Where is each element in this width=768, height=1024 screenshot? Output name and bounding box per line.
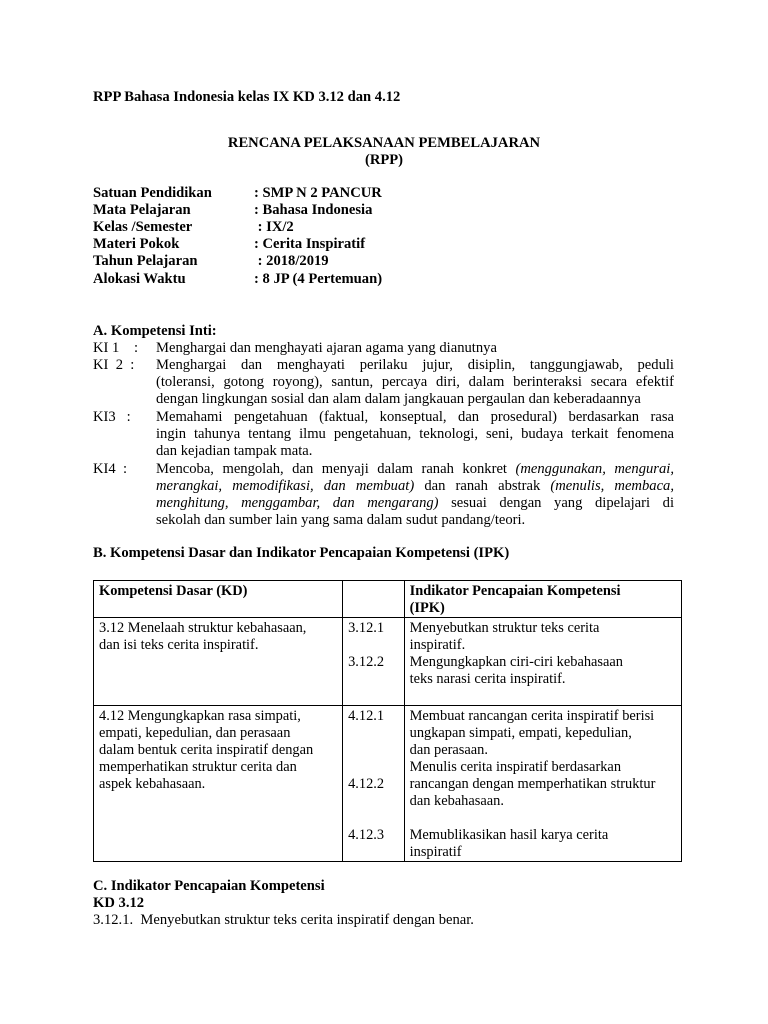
ki3-line: ingin tahunya tentang ilmu pengetahuan, teknologi, seni, budaya terkait fenomena <box>156 426 674 442</box>
ki4-italic: (menulis, membaca, <box>550 478 674 494</box>
ki4-line: sekolah dan sumber lain yang sama dalam sudut pandang/teori. <box>156 512 526 528</box>
identity-label: Materi Pokok <box>93 236 180 252</box>
ipk-cell: Menyebutkan struktur teks cerita inspiratif. Mengungkapkan ciri-ciri kebahasaan teks narasi cerita inspiratif. <box>404 618 681 706</box>
ki4-italic: menghitung, menggambar, dan mengarang) <box>156 495 439 511</box>
ki4-text: Mencoba, mengolah, dan menyaji dalam ranah konkret <box>156 461 516 477</box>
table-header-row <box>94 581 682 618</box>
code-cell: 3.12.1 3.12.2 <box>343 618 405 706</box>
ki1-label: KI 1 : <box>93 340 138 356</box>
ki4-label: KI4 : <box>93 461 128 477</box>
ki4-line <box>156 478 674 495</box>
ki2-line: dengan lingkungan sosial dan alam dalam jangkauan pergaulan dan keberadaannya <box>156 391 641 407</box>
indicator-item: 3.12.1. Menyebutkan struktur teks cerita inspiratif dengan benar. <box>93 912 474 928</box>
section-a-title: A. Kompetensi Inti: <box>93 323 217 339</box>
identity-value: : 8 JP (4 Pertemuan) <box>254 271 383 287</box>
ipk-cell: Membuat rancangan cerita inspiratif berisi ungkapan simpati, empati, kepedulian, dan perasaan. Menulis cerita inspiratif berdasarkan rancangan dengan memperhatikan struktur dan kebahasaan. Memublikasikan hasil karya cerita inspiratif <box>404 706 681 862</box>
kd-ipk-table <box>93 580 682 862</box>
ki1-text: Menghargai dan menghayati ajaran agama yang dianutnya <box>156 340 497 356</box>
code-cell: 4.12.1 4.12.2 4.12.3 <box>343 706 405 862</box>
identity-label: Satuan Pendidikan <box>93 185 212 201</box>
ki4-text: dan ranah abstrak <box>414 478 551 494</box>
ki4-italic: (menggunakan, mengurai, <box>515 461 674 477</box>
identity-label: Mata Pelajaran <box>93 202 191 218</box>
identity-label: Alokasi Waktu <box>93 271 186 287</box>
document-title: RPP Bahasa Indonesia kelas IX KD 3.12 dan 4.12 <box>93 89 401 105</box>
section-c-title: C. Indikator Pencapaian Kompetensi <box>93 878 325 894</box>
table-row <box>94 618 682 706</box>
ki4-text: sesuai dengan yang dipelajari di <box>438 495 674 511</box>
identity-value: : SMP N 2 PANCUR <box>254 185 382 201</box>
ki3-line: Memahami pengetahuan (faktual, konseptual, dan prosedural) berdasarkan rasa <box>156 409 674 425</box>
identity-value: : Bahasa Indonesia <box>254 202 373 218</box>
identity-label: Kelas /Semester <box>93 219 193 235</box>
ki2-line: Menghargai dan menghayati perilaku jujur, disiplin, tanggungjawab, peduli <box>156 357 674 373</box>
heading-line-2: (RPP) <box>364 152 404 168</box>
header-code <box>343 581 405 618</box>
table-row <box>94 706 682 862</box>
heading-line-1: RENCANA PELAKSANAAN PEMBELAJARAN <box>227 135 541 151</box>
kd-cell: 3.12 Menelaah struktur kebahasaan, dan isi teks cerita inspiratif. <box>94 618 343 706</box>
kd-cell: 4.12 Mengungkapkan rasa simpati, empati, kepedulian, dan perasaan dalam bentuk cerita inspiratif dengan memperhatikan struktur cerita dan aspek kebahasaan. <box>94 706 343 862</box>
identity-value: : IX/2 <box>254 219 294 235</box>
identity-value: : 2018/2019 <box>254 253 329 269</box>
kd-label: KD 3.12 <box>93 895 145 911</box>
ki4-italic: merangkai, memodifikasi, dan membuat) <box>156 478 415 494</box>
ki4-line <box>156 461 674 478</box>
ki2-line: (toleransi, gotong royong), santun, percaya diri, dalam berinteraksi secara efektif <box>156 374 674 390</box>
identity-label: Tahun Pelajaran <box>93 253 198 269</box>
ki3-line: dan kejadian tampak mata. <box>156 443 313 459</box>
identity-value: : Cerita Inspiratif <box>254 236 366 252</box>
ki4-line <box>156 495 674 512</box>
header-kd: Kompetensi Dasar (KD) <box>94 581 343 618</box>
section-b-title: B. Kompetensi Dasar dan Indikator Pencapaian Kompetensi (IPK) <box>93 545 510 561</box>
ki2-label: KI 2 : <box>93 357 135 373</box>
ki3-label: KI3 : <box>93 409 131 425</box>
header-ipk: Indikator Pencapaian Kompetensi (IPK) <box>404 581 681 618</box>
